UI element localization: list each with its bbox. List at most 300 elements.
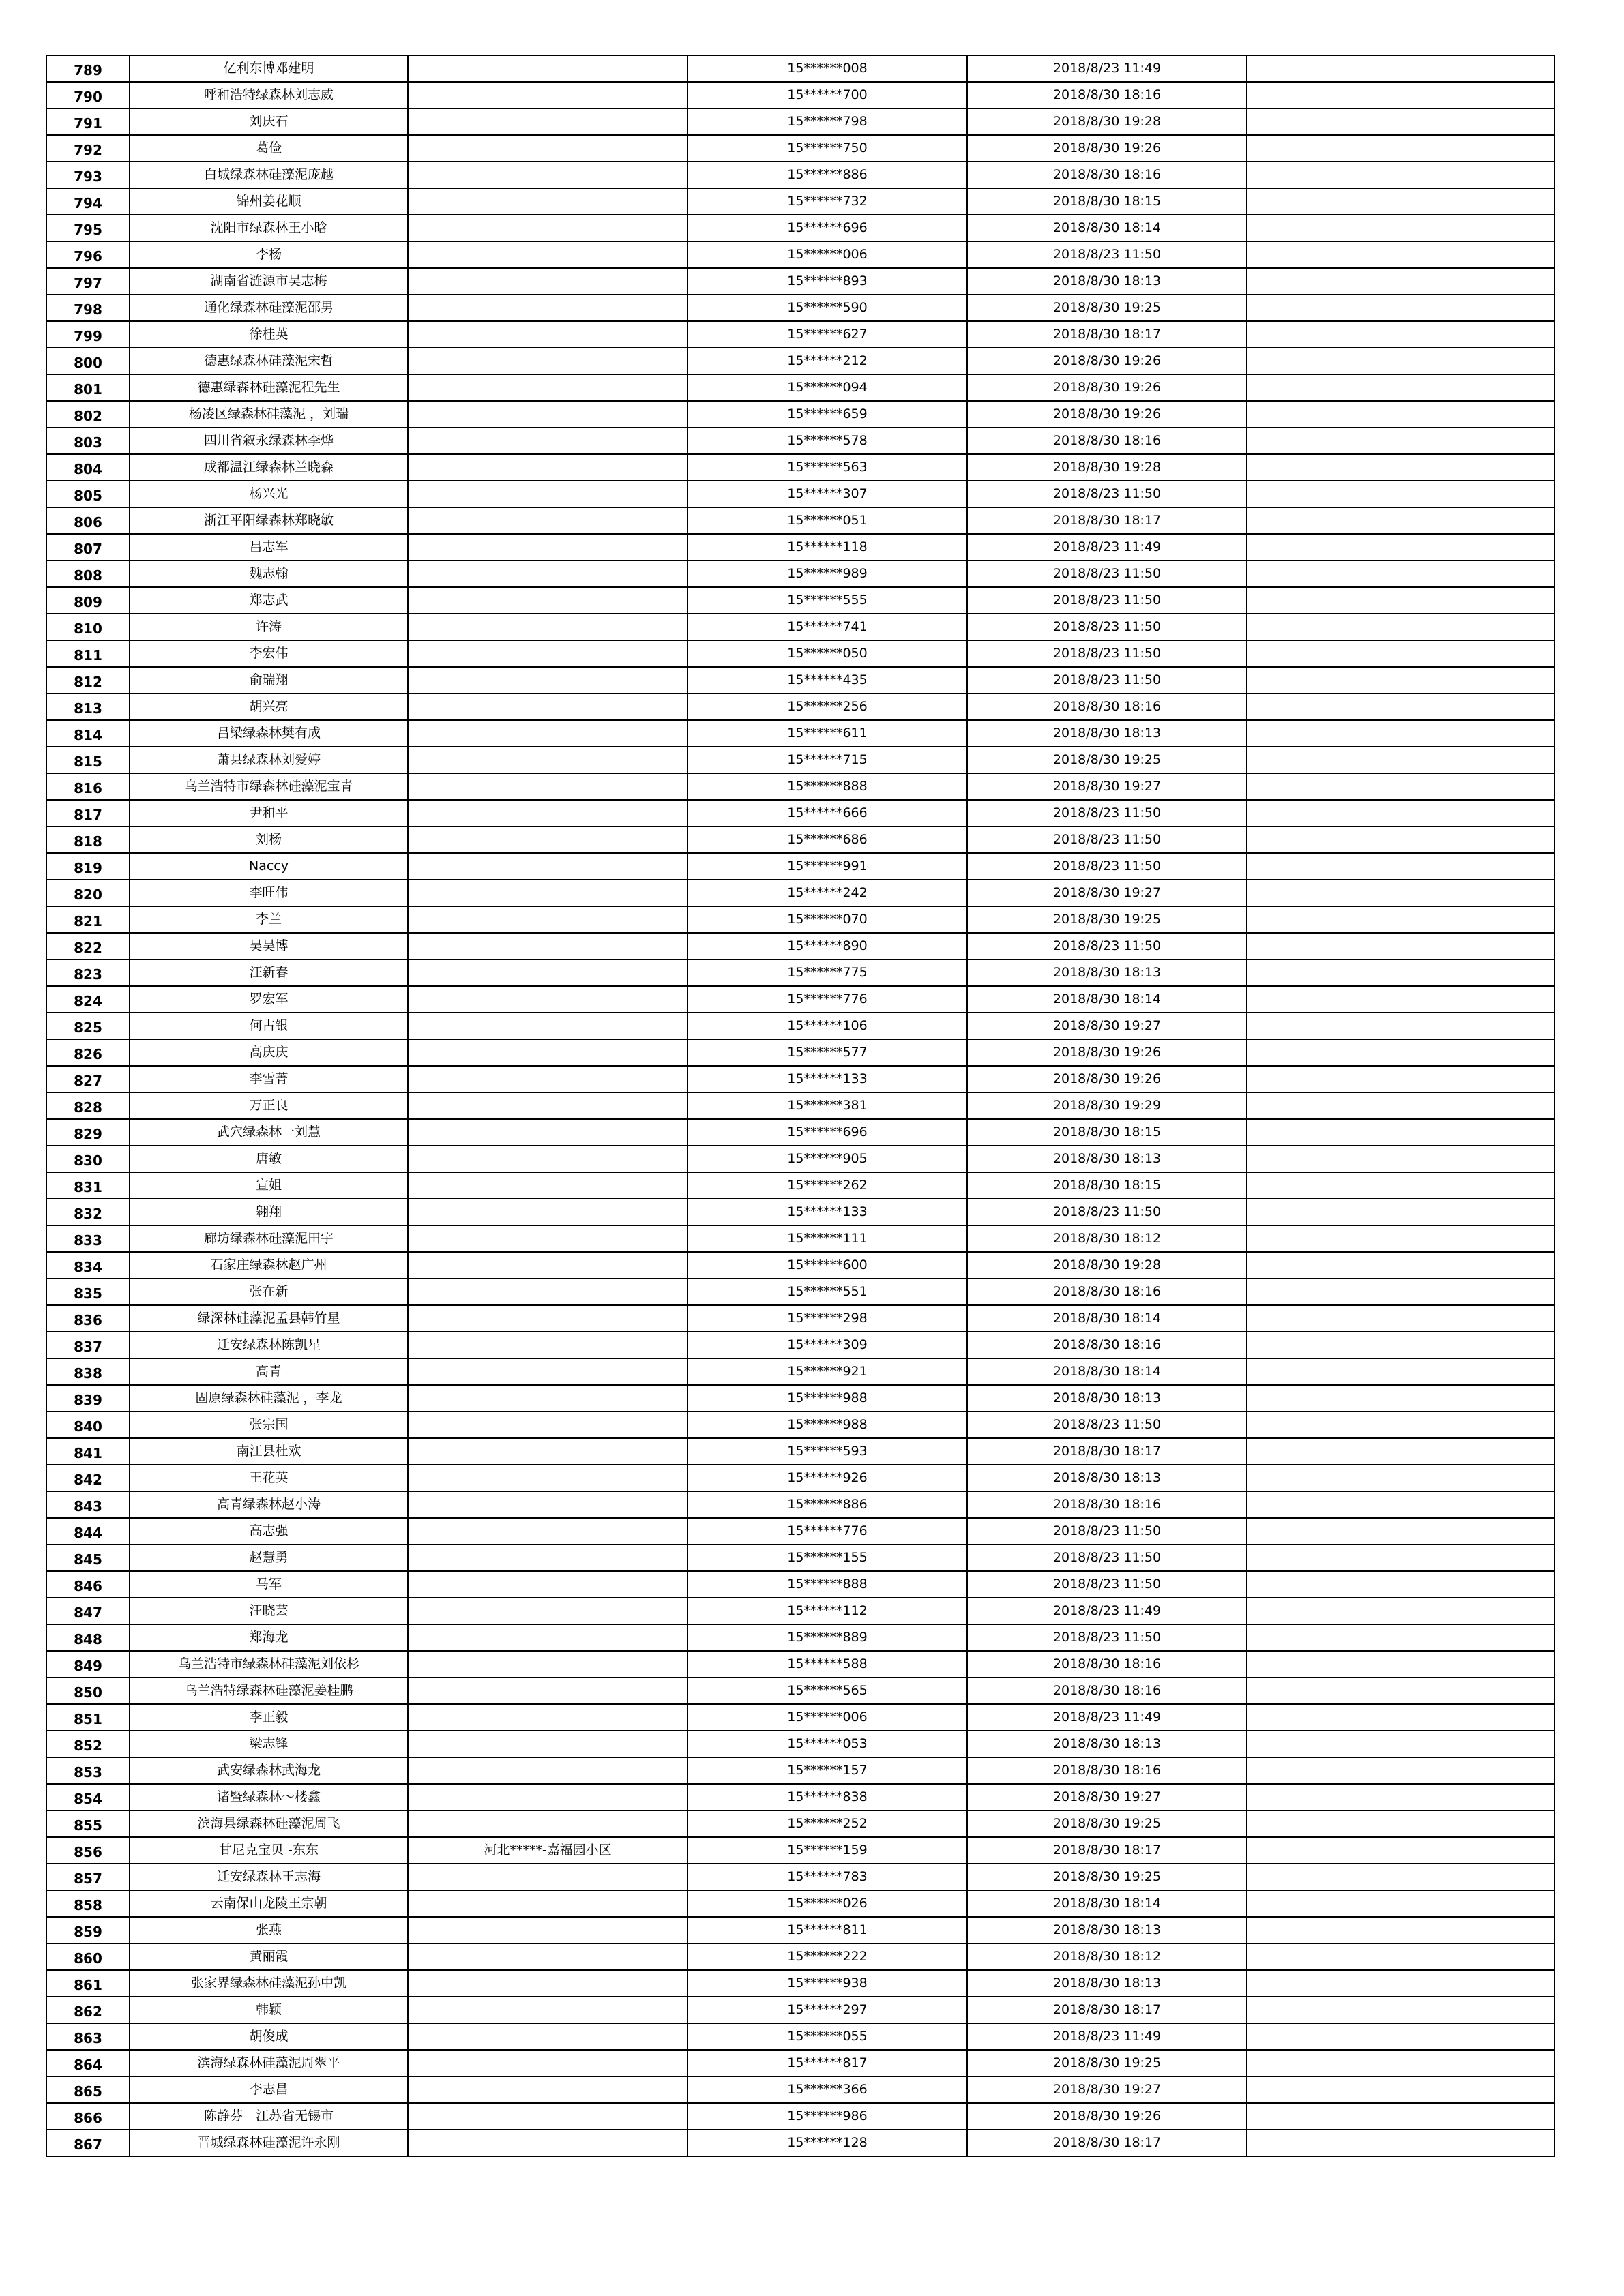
address-cell [408, 720, 688, 747]
row-number-cell: 849 [46, 1651, 130, 1678]
address-cell [408, 1119, 688, 1146]
phone-cell: 15******111 [688, 1225, 967, 1252]
address-cell [408, 1252, 688, 1279]
timestamp-cell: 2018/8/23 11:50 [967, 1518, 1247, 1545]
row-number-cell: 840 [46, 1412, 130, 1438]
timestamp-cell: 2018/8/30 18:17 [967, 1997, 1247, 2023]
name-cell: 魏志翰 [130, 561, 408, 587]
timestamp-cell: 2018/8/30 18:16 [967, 1757, 1247, 1784]
timestamp-cell: 2018/8/23 11:50 [967, 640, 1247, 667]
table-row [46, 1970, 1554, 1997]
note-cell [1247, 1943, 1554, 1970]
note-cell [1247, 2076, 1554, 2103]
note-cell [1247, 853, 1554, 880]
table-row [46, 2130, 1554, 2156]
phone-cell: 15******893 [688, 268, 967, 295]
note-cell [1247, 162, 1554, 188]
row-number-cell: 795 [46, 215, 130, 241]
row-number-cell: 818 [46, 826, 130, 853]
table-row [46, 481, 1554, 507]
timestamp-cell: 2018/8/30 18:16 [967, 162, 1247, 188]
phone-cell: 15******696 [688, 215, 967, 241]
timestamp-cell: 2018/8/23 11:50 [967, 587, 1247, 614]
row-number-cell: 851 [46, 1704, 130, 1731]
phone-cell: 15******741 [688, 614, 967, 640]
address-cell [408, 2076, 688, 2103]
phone-cell: 15******262 [688, 1172, 967, 1199]
phone-cell: 15******696 [688, 1119, 967, 1146]
row-number-cell: 821 [46, 906, 130, 933]
table-row [46, 800, 1554, 826]
table-row [46, 241, 1554, 268]
row-number-cell: 832 [46, 1199, 130, 1225]
name-cell: 汪新春 [130, 959, 408, 986]
table-row [46, 1172, 1554, 1199]
address-cell [408, 1225, 688, 1252]
name-cell: 张燕 [130, 1917, 408, 1943]
phone-cell: 15******222 [688, 1943, 967, 1970]
row-number-cell: 831 [46, 1172, 130, 1199]
phone-cell: 15******715 [688, 747, 967, 773]
address-cell [408, 1810, 688, 1837]
address-cell [408, 906, 688, 933]
address-cell [408, 55, 688, 82]
address-cell [408, 1651, 688, 1678]
note-cell [1247, 108, 1554, 135]
phone-cell: 15******307 [688, 481, 967, 507]
timestamp-cell: 2018/8/30 18:12 [967, 1225, 1247, 1252]
name-cell: 乌兰浩特绿森林硅藻泥姜桂鹏 [130, 1678, 408, 1704]
timestamp-cell: 2018/8/30 18:13 [967, 1917, 1247, 1943]
row-number-cell: 801 [46, 374, 130, 401]
table-row [46, 1305, 1554, 1332]
table-row [46, 773, 1554, 800]
row-number-cell: 817 [46, 800, 130, 826]
timestamp-cell: 2018/8/30 19:25 [967, 906, 1247, 933]
name-cell: 石家庄绿森林赵广州 [130, 1252, 408, 1279]
address-cell [408, 1943, 688, 1970]
note-cell [1247, 215, 1554, 241]
timestamp-cell: 2018/8/30 19:27 [967, 1784, 1247, 1810]
timestamp-cell: 2018/8/23 11:49 [967, 534, 1247, 561]
phone-cell: 15******118 [688, 534, 967, 561]
phone-cell: 15******128 [688, 2130, 967, 2156]
phone-cell: 15******565 [688, 1678, 967, 1704]
table-row [46, 694, 1554, 720]
name-cell: 德惠绿森林硅藻泥程先生 [130, 374, 408, 401]
address-cell [408, 1757, 688, 1784]
timestamp-cell: 2018/8/30 18:14 [967, 986, 1247, 1013]
address-cell [408, 667, 688, 694]
timestamp-cell: 2018/8/30 18:13 [967, 1146, 1247, 1172]
address-cell [408, 2130, 688, 2156]
name-cell: 王花英 [130, 1465, 408, 1491]
timestamp-cell: 2018/8/30 18:16 [967, 82, 1247, 108]
note-cell [1247, 1146, 1554, 1172]
timestamp-cell: 2018/8/30 19:27 [967, 1013, 1247, 1039]
table-row [46, 268, 1554, 295]
timestamp-cell: 2018/8/30 18:17 [967, 1837, 1247, 1864]
timestamp-cell: 2018/8/30 19:28 [967, 1252, 1247, 1279]
phone-cell: 15******921 [688, 1358, 967, 1385]
address-cell [408, 348, 688, 374]
row-number-cell: 799 [46, 321, 130, 348]
phone-cell: 15******053 [688, 1731, 967, 1757]
timestamp-cell: 2018/8/23 11:50 [967, 826, 1247, 853]
row-number-cell: 856 [46, 1837, 130, 1864]
table-row [46, 1624, 1554, 1651]
address-cell [408, 1518, 688, 1545]
name-cell: 徐桂英 [130, 321, 408, 348]
table-row [46, 1943, 1554, 1970]
phone-cell: 15******563 [688, 454, 967, 481]
row-number-cell: 845 [46, 1545, 130, 1571]
table-row [46, 2103, 1554, 2130]
phone-cell: 15******890 [688, 933, 967, 959]
row-number-cell: 834 [46, 1252, 130, 1279]
name-cell: 亿利东博邓建明 [130, 55, 408, 82]
address-cell [408, 295, 688, 321]
name-cell: 梁志锋 [130, 1731, 408, 1757]
timestamp-cell: 2018/8/23 11:50 [967, 241, 1247, 268]
phone-cell: 15******988 [688, 1385, 967, 1412]
phone-cell: 15******094 [688, 374, 967, 401]
note-cell [1247, 1199, 1554, 1225]
row-number-cell: 789 [46, 55, 130, 82]
phone-cell: 15******381 [688, 1092, 967, 1119]
phone-cell: 15******838 [688, 1784, 967, 1810]
table-row [46, 906, 1554, 933]
note-cell [1247, 587, 1554, 614]
note-cell [1247, 1013, 1554, 1039]
address-cell: 河北*****-嘉福园小区 [408, 1837, 688, 1864]
timestamp-cell: 2018/8/30 19:25 [967, 1864, 1247, 1890]
row-number-cell: 838 [46, 1358, 130, 1385]
address-cell [408, 188, 688, 215]
row-number-cell: 825 [46, 1013, 130, 1039]
note-cell [1247, 1172, 1554, 1199]
table-row [46, 1890, 1554, 1917]
timestamp-cell: 2018/8/30 18:16 [967, 1651, 1247, 1678]
note-cell [1247, 1119, 1554, 1146]
timestamp-cell: 2018/8/30 18:16 [967, 1678, 1247, 1704]
name-cell: 德惠绿森林硅藻泥宋哲 [130, 348, 408, 374]
name-cell: 黄丽霞 [130, 1943, 408, 1970]
row-number-cell: 848 [46, 1624, 130, 1651]
address-cell [408, 428, 688, 454]
name-cell: 湖南省涟源市吴志梅 [130, 268, 408, 295]
row-number-cell: 846 [46, 1571, 130, 1598]
note-cell [1247, 1252, 1554, 1279]
row-number-cell: 829 [46, 1119, 130, 1146]
name-cell: 锦州姜花顺 [130, 188, 408, 215]
row-number-cell: 803 [46, 428, 130, 454]
name-cell: 俞瑞翔 [130, 667, 408, 694]
phone-cell: 15******905 [688, 1146, 967, 1172]
name-cell: 乌兰浩特市绿森林硅藻泥宝青 [130, 773, 408, 800]
table-row [46, 986, 1554, 1013]
name-cell: 马军 [130, 1571, 408, 1598]
timestamp-cell: 2018/8/30 19:25 [967, 2050, 1247, 2076]
row-number-cell: 867 [46, 2130, 130, 2156]
address-cell [408, 959, 688, 986]
name-cell: 呼和浩特绿森林刘志威 [130, 82, 408, 108]
row-number-cell: 805 [46, 481, 130, 507]
phone-cell: 15******611 [688, 720, 967, 747]
address-cell [408, 1066, 688, 1092]
table-row [46, 1651, 1554, 1678]
address-cell [408, 1970, 688, 1997]
name-cell: 宣姐 [130, 1172, 408, 1199]
phone-cell: 15******991 [688, 853, 967, 880]
name-cell: 浙江平阳绿森林郑晓敏 [130, 507, 408, 534]
row-number-cell: 798 [46, 295, 130, 321]
timestamp-cell: 2018/8/23 11:50 [967, 1199, 1247, 1225]
timestamp-cell: 2018/8/30 18:16 [967, 1491, 1247, 1518]
table-row [46, 507, 1554, 534]
row-number-cell: 804 [46, 454, 130, 481]
table-row [46, 108, 1554, 135]
timestamp-cell: 2018/8/30 19:26 [967, 1066, 1247, 1092]
note-cell [1247, 295, 1554, 321]
table-row [46, 295, 1554, 321]
note-cell [1247, 321, 1554, 348]
timestamp-cell: 2018/8/30 19:27 [967, 2076, 1247, 2103]
address-cell [408, 1997, 688, 2023]
timestamp-cell: 2018/8/23 11:50 [967, 1571, 1247, 1598]
timestamp-cell: 2018/8/23 11:50 [967, 853, 1247, 880]
timestamp-cell: 2018/8/30 18:13 [967, 1385, 1247, 1412]
note-cell [1247, 135, 1554, 162]
timestamp-cell: 2018/8/30 18:16 [967, 428, 1247, 454]
timestamp-cell: 2018/8/30 19:28 [967, 108, 1247, 135]
phone-cell: 15******155 [688, 1545, 967, 1571]
note-cell [1247, 454, 1554, 481]
note-cell [1247, 1571, 1554, 1598]
table-row [46, 959, 1554, 986]
note-cell [1247, 747, 1554, 773]
phone-cell: 15******106 [688, 1013, 967, 1039]
table-row [46, 1252, 1554, 1279]
address-cell [408, 1332, 688, 1358]
name-cell: 李正毅 [130, 1704, 408, 1731]
table-row [46, 374, 1554, 401]
name-cell: 南江县杜欢 [130, 1438, 408, 1465]
timestamp-cell: 2018/8/23 11:50 [967, 614, 1247, 640]
name-cell: 刘庆石 [130, 108, 408, 135]
timestamp-cell: 2018/8/30 18:17 [967, 1438, 1247, 1465]
row-number-cell: 842 [46, 1465, 130, 1491]
name-cell: 李雪菁 [130, 1066, 408, 1092]
note-cell [1247, 773, 1554, 800]
table-row [46, 1199, 1554, 1225]
address-cell [408, 1678, 688, 1704]
name-cell: 通化绿森林硅藻泥邵男 [130, 295, 408, 321]
row-number-cell: 812 [46, 667, 130, 694]
timestamp-cell: 2018/8/23 11:50 [967, 1545, 1247, 1571]
timestamp-cell: 2018/8/30 18:17 [967, 2130, 1247, 2156]
note-cell [1247, 188, 1554, 215]
note-cell [1247, 1704, 1554, 1731]
row-number-cell: 800 [46, 348, 130, 374]
name-cell: 武穴绿森林一刘慧 [130, 1119, 408, 1146]
address-cell [408, 2050, 688, 2076]
timestamp-cell: 2018/8/30 18:17 [967, 507, 1247, 534]
note-cell [1247, 1784, 1554, 1810]
address-cell [408, 1784, 688, 1810]
name-cell: 吕梁绿森林樊有成 [130, 720, 408, 747]
table-row [46, 561, 1554, 587]
table-row [46, 1332, 1554, 1358]
address-cell [408, 1412, 688, 1438]
name-cell: 绿深林硅藻泥孟县韩竹星 [130, 1305, 408, 1332]
table-row [46, 614, 1554, 640]
phone-cell: 15******252 [688, 1810, 967, 1837]
address-cell [408, 826, 688, 853]
row-number-cell: 811 [46, 640, 130, 667]
phone-cell: 15******889 [688, 1624, 967, 1651]
name-cell: 迁安绿森林王志海 [130, 1864, 408, 1890]
name-cell: 四川省叙永绿森林李烨 [130, 428, 408, 454]
phone-cell: 15******578 [688, 428, 967, 454]
phone-cell: 15******775 [688, 959, 967, 986]
phone-cell: 15******888 [688, 773, 967, 800]
phone-cell: 15******008 [688, 55, 967, 82]
address-cell [408, 321, 688, 348]
timestamp-cell: 2018/8/30 19:26 [967, 348, 1247, 374]
name-cell: 陈静芬 江苏省无锡市 [130, 2103, 408, 2130]
phone-cell: 15******256 [688, 694, 967, 720]
note-cell [1247, 534, 1554, 561]
address-cell [408, 108, 688, 135]
row-number-cell: 854 [46, 1784, 130, 1810]
table-row [46, 534, 1554, 561]
address-cell [408, 853, 688, 880]
phone-cell: 15******006 [688, 241, 967, 268]
table-row [46, 1465, 1554, 1491]
name-cell: 吴昊博 [130, 933, 408, 959]
name-cell: 葛俭 [130, 135, 408, 162]
address-cell [408, 1199, 688, 1225]
table-row [46, 880, 1554, 906]
table-row [46, 1598, 1554, 1624]
address-cell [408, 614, 688, 640]
timestamp-cell: 2018/8/30 18:16 [967, 1279, 1247, 1305]
timestamp-cell: 2018/8/30 18:13 [967, 720, 1247, 747]
timestamp-cell: 2018/8/30 18:14 [967, 215, 1247, 241]
name-cell: 翱翔 [130, 1199, 408, 1225]
phone-cell: 15******817 [688, 2050, 967, 2076]
address-cell [408, 773, 688, 800]
row-number-cell: 794 [46, 188, 130, 215]
address-cell [408, 747, 688, 773]
note-cell [1247, 2130, 1554, 2156]
row-number-cell: 827 [46, 1066, 130, 1092]
row-number-cell: 836 [46, 1305, 130, 1332]
phone-cell: 15******133 [688, 1066, 967, 1092]
timestamp-cell: 2018/8/30 19:25 [967, 295, 1247, 321]
phone-cell: 15******732 [688, 188, 967, 215]
note-cell [1247, 1066, 1554, 1092]
row-number-cell: 819 [46, 853, 130, 880]
note-cell [1247, 933, 1554, 959]
row-number-cell: 814 [46, 720, 130, 747]
note-cell [1247, 1810, 1554, 1837]
name-cell: 滨海县绿森林硅藻泥周飞 [130, 1810, 408, 1837]
note-cell [1247, 1997, 1554, 2023]
name-cell: 张在新 [130, 1279, 408, 1305]
phone-cell: 15******886 [688, 1491, 967, 1518]
timestamp-cell: 2018/8/30 19:26 [967, 2103, 1247, 2130]
note-cell [1247, 1837, 1554, 1864]
row-number-cell: 813 [46, 694, 130, 720]
table-row [46, 720, 1554, 747]
address-cell [408, 1172, 688, 1199]
row-number-cell: 793 [46, 162, 130, 188]
table-row [46, 826, 1554, 853]
row-number-cell: 837 [46, 1332, 130, 1358]
row-number-cell: 865 [46, 2076, 130, 2103]
phone-cell: 15******783 [688, 1864, 967, 1890]
row-number-cell: 859 [46, 1917, 130, 1943]
address-cell [408, 933, 688, 959]
timestamp-cell: 2018/8/30 19:29 [967, 1092, 1247, 1119]
table-row [46, 1917, 1554, 1943]
name-cell: 胡兴亮 [130, 694, 408, 720]
note-cell [1247, 694, 1554, 720]
row-number-cell: 797 [46, 268, 130, 295]
phone-cell: 15******051 [688, 507, 967, 534]
address-cell [408, 241, 688, 268]
row-number-cell: 807 [46, 534, 130, 561]
note-cell [1247, 55, 1554, 82]
address-cell [408, 1146, 688, 1172]
address-cell [408, 587, 688, 614]
phone-cell: 15******006 [688, 1704, 967, 1731]
timestamp-cell: 2018/8/30 19:26 [967, 401, 1247, 428]
note-cell [1247, 2023, 1554, 2050]
address-cell [408, 1039, 688, 1066]
table-row [46, 933, 1554, 959]
timestamp-cell: 2018/8/30 19:26 [967, 135, 1247, 162]
table-row [46, 1225, 1554, 1252]
table-row [46, 1864, 1554, 1890]
timestamp-cell: 2018/8/30 18:16 [967, 694, 1247, 720]
phone-cell: 15******309 [688, 1332, 967, 1358]
note-cell [1247, 959, 1554, 986]
address-cell [408, 2023, 688, 2050]
row-number-cell: 824 [46, 986, 130, 1013]
name-cell: 高志强 [130, 1518, 408, 1545]
row-number-cell: 857 [46, 1864, 130, 1890]
row-number-cell: 866 [46, 2103, 130, 2130]
row-number-cell: 843 [46, 1491, 130, 1518]
address-cell [408, 1465, 688, 1491]
name-cell: 韩颖 [130, 1997, 408, 2023]
row-number-cell: 828 [46, 1092, 130, 1119]
table-row [46, 2050, 1554, 2076]
name-cell: 迁安绿森林陈凯星 [130, 1332, 408, 1358]
name-cell: 许涛 [130, 614, 408, 640]
phone-cell: 15******989 [688, 561, 967, 587]
phone-cell: 15******366 [688, 2076, 967, 2103]
address-cell [408, 215, 688, 241]
name-cell: 李旺伟 [130, 880, 408, 906]
timestamp-cell: 2018/8/23 11:49 [967, 55, 1247, 82]
table-row [46, 1146, 1554, 1172]
table-row [46, 2076, 1554, 2103]
note-cell [1247, 1305, 1554, 1332]
